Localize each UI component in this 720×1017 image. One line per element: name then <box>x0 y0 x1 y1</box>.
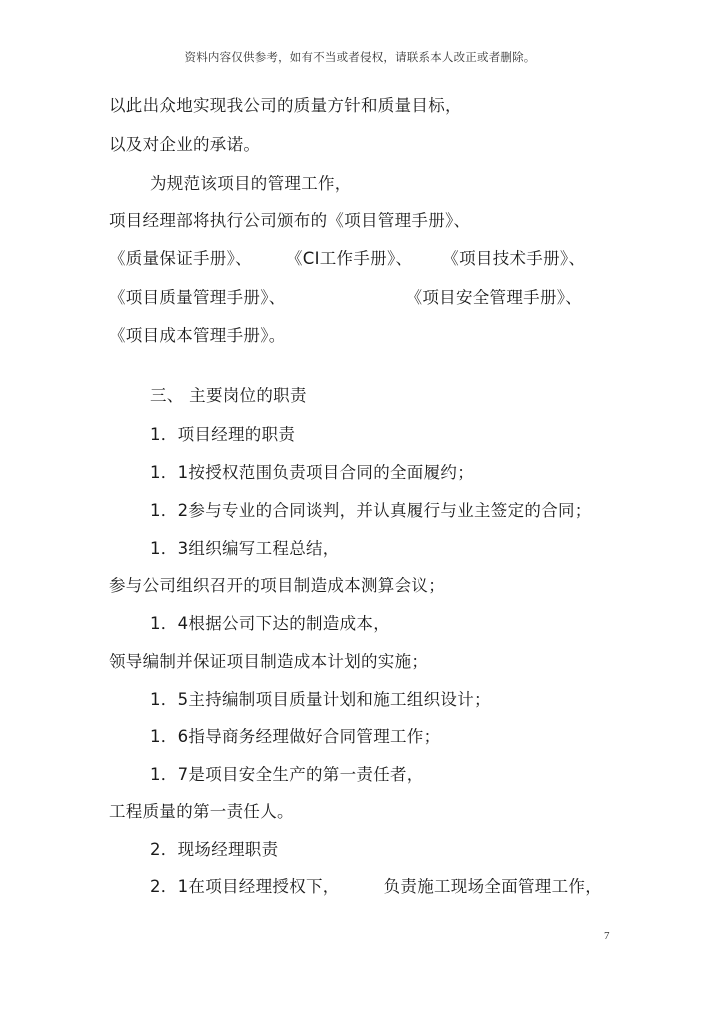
subsection-heading: 2．现场经理职责 <box>150 840 279 859</box>
duty-item: 1．5主持编制项目质量计划和施工组织设计； <box>150 690 491 709</box>
duty-item-continuation: 工程质量的第一责任人。 <box>109 802 294 821</box>
manual-list-row <box>109 248 585 270</box>
body-line: 以及对企业的承诺。 <box>109 135 261 154</box>
manual-item: 《项目成本管理手册》。 <box>109 326 286 345</box>
duty-item: 1．3组织编写工程总结， <box>150 539 340 558</box>
body-line: 以此出众地实现我公司的质量方针和质量目标， <box>109 96 462 115</box>
duty-item <box>150 876 602 898</box>
section-heading: 三、 主要岗位的职责 <box>150 386 307 405</box>
manual-item: 《项目质量管理手册》、 <box>109 288 286 307</box>
body-line: 为规范该项目的管理工作， <box>150 174 352 193</box>
duty-item-continuation: 领导编制并保证项目制造成本计划的实施； <box>109 652 429 671</box>
duty-item: 1．4根据公司下达的制造成本， <box>150 614 390 633</box>
manual-item: 《项目安全管理手册》、 <box>405 288 583 307</box>
page-number: 7 <box>604 930 610 942</box>
body-line: 项目经理部将执行公司颁布的《项目管理手册》、 <box>109 211 471 230</box>
manual-item: 《项目技术手册》、 <box>442 249 586 268</box>
subsection-heading: 1．项目经理的职责 <box>150 425 296 444</box>
manual-list-row <box>109 287 582 309</box>
duty-item-part: 2．1在项目经理授权下， <box>150 877 340 896</box>
duty-item: 1．2参与专业的合同谈判，并认真履行与业主签定的合同； <box>150 501 592 520</box>
manual-list-row <box>109 325 286 347</box>
duty-item-continuation: 参与公司组织召开的项目制造成本测算会议； <box>109 576 445 595</box>
duty-item: 1．6指导商务经理做好合同管理工作； <box>150 727 441 746</box>
duty-item-part: 负责施工现场全面管理工作， <box>383 877 603 896</box>
manual-item: 《CI工作手册》、 <box>285 249 413 268</box>
manual-item: 《质量保证手册》、 <box>109 249 252 268</box>
duty-item: 1．1按授权范围负责项目合同的全面履约； <box>150 463 474 482</box>
page-header-disclaimer: 资料内容仅供参考，如有不当或者侵权，请联系本人改正或者删除。 <box>184 50 536 64</box>
duty-item: 1．7是项目安全生产的第一责任者， <box>150 765 424 784</box>
